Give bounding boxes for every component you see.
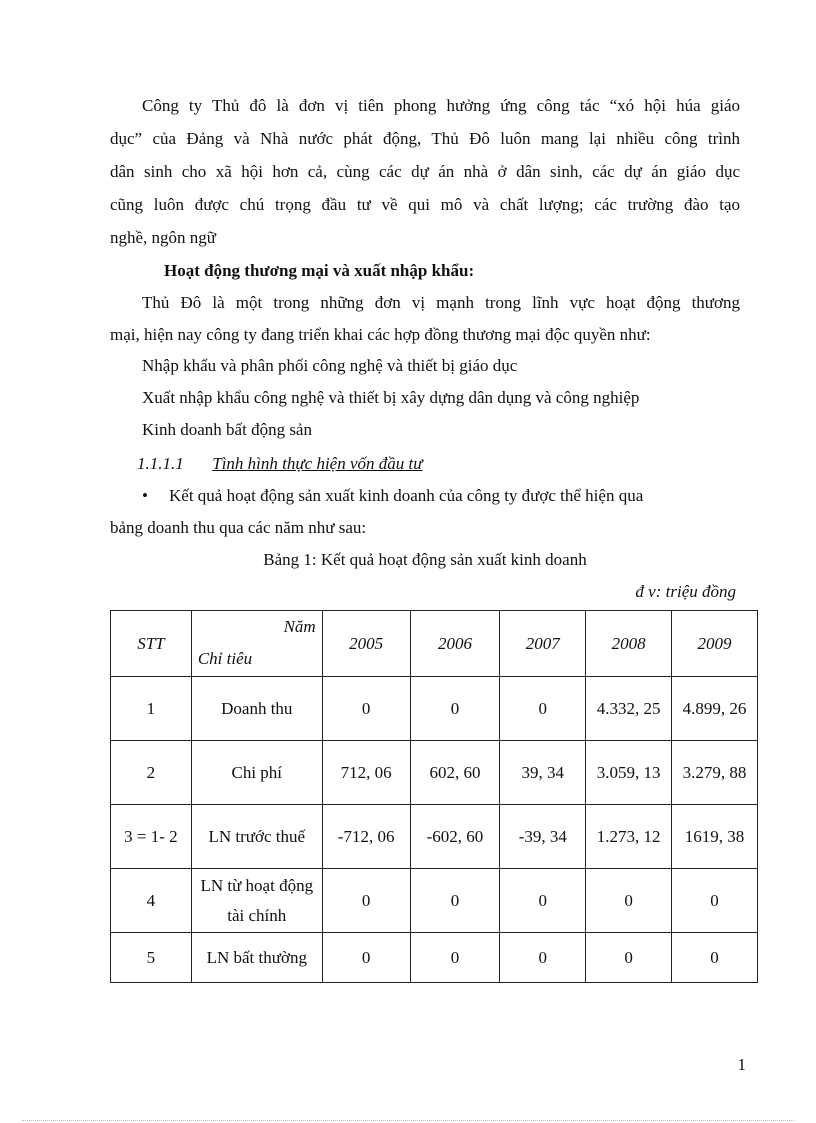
row-value: 0: [410, 677, 500, 741]
section-para-line-2: mại, hiện nay công ty đang triển khai các hợp đồng thương mại độc quyền như:: [110, 325, 651, 344]
section-item-2: Xuất nhập khẩu công nghệ và thiết bị xây dựng dân dụng và công nghiệp: [142, 388, 640, 407]
table-row: [111, 677, 758, 741]
bullet-line-1: Kết quả hoạt động sản xuất kinh doanh của công ty được thể hiện qua: [169, 486, 644, 505]
row-indicator: Chi phí: [191, 741, 322, 805]
row-value: 602, 60: [410, 741, 500, 805]
bullet-marker: •: [142, 486, 148, 505]
section-para-line-1: Thủ Đô là một trong những đơn vị mạnh trong lĩnh vực hoạt động thương: [142, 293, 740, 312]
subsection-heading: [137, 454, 767, 474]
row-value: 0: [322, 677, 410, 741]
header-indicator-label: Chỉ tiêu: [197, 648, 253, 668]
row-indicator: LN từ hoạt động tài chính: [191, 869, 322, 933]
table-row: [111, 805, 758, 869]
page-number: 1: [737, 1055, 746, 1074]
row-value: 0: [322, 933, 410, 983]
results-table: [110, 610, 758, 983]
row-value: 4.899, 26: [672, 677, 758, 741]
table-row: [111, 933, 758, 983]
row-value: 0: [672, 933, 758, 983]
table-row: [111, 869, 758, 933]
row-stt: 1: [111, 677, 192, 741]
row-value: 0: [586, 869, 672, 933]
row-indicator: Doanh thu: [191, 677, 322, 741]
intro-line-5: nghề, ngôn ngữ: [110, 228, 217, 247]
header-stt: STT: [111, 611, 192, 677]
section-heading: Hoạt động thương mại và xuất nhập khẩu:: [164, 261, 475, 280]
row-value: 1619, 38: [672, 805, 758, 869]
row-value: 3.059, 13: [586, 741, 672, 805]
row-value: 0: [672, 869, 758, 933]
table-caption: Bảng 1: Kết quả hoạt động sản xuất kinh doanh: [263, 550, 587, 569]
row-stt: 4: [111, 869, 192, 933]
row-value: 712, 06: [322, 741, 410, 805]
table-row: [111, 741, 758, 805]
intro-line-4: cũng luôn được chú trọng đầu tư về qui mô và chất lượng; các trường đào tạo: [110, 195, 740, 214]
header-year-2006: 2006: [410, 611, 500, 677]
section-item-3: Kinh doanh bất động sản: [142, 420, 312, 439]
intro-line-2: dục” của Đảng và Nhà nước phát động, Thủ Đô luôn mang lại nhiều công trình: [110, 129, 740, 148]
header-year-2008: 2008: [586, 611, 672, 677]
row-indicator: LN trước thuế: [191, 805, 322, 869]
row-value: 0: [500, 869, 586, 933]
row-value: -712, 06: [322, 805, 410, 869]
intro-line-3: dân sinh cho xã hội hơn cả, cùng các dự án nhà ở dân sinh, các dự án giáo dục: [110, 162, 740, 181]
table-unit: đ v: triệu đồng: [635, 582, 736, 601]
row-value: 0: [410, 869, 500, 933]
row-value: 4.332, 25: [586, 677, 672, 741]
subsection-number: 1.1.1.1: [137, 454, 184, 473]
row-value: 0: [322, 869, 410, 933]
row-value: 0: [500, 933, 586, 983]
section-item-1: Nhập khẩu và phân phối công nghệ và thiết bị giáo dục: [142, 356, 518, 375]
row-indicator: LN bất thường: [191, 933, 322, 983]
row-value: 0: [410, 933, 500, 983]
row-stt: 3 = 1- 2: [111, 805, 192, 869]
page-bottom-rule: [22, 1120, 794, 1121]
bullet-line-2: bảng doanh thu qua các năm như sau:: [110, 518, 367, 537]
row-value: 1.273, 12: [586, 805, 672, 869]
header-year-2007: 2007: [500, 611, 586, 677]
row-stt: 2: [111, 741, 192, 805]
row-value: 0: [586, 933, 672, 983]
table-header-row: [111, 611, 758, 677]
subsection-title: Tình hình thực hiện vốn đầu tư: [212, 454, 423, 473]
header-year-2009: 2009: [672, 611, 758, 677]
header-year-label: Năm: [283, 616, 316, 636]
row-value: 0: [500, 677, 586, 741]
header-year-2005: 2005: [322, 611, 410, 677]
row-value: 39, 34: [500, 741, 586, 805]
header-diagonal-cell: [191, 611, 322, 677]
row-stt: 5: [111, 933, 192, 983]
row-value: 3.279, 88: [672, 741, 758, 805]
row-value: -39, 34: [500, 805, 586, 869]
intro-line-1: Công ty Thủ đô là đơn vị tiên phong hưởng ứng công tác “xó hội húa giáo: [142, 96, 740, 115]
row-value: -602, 60: [410, 805, 500, 869]
